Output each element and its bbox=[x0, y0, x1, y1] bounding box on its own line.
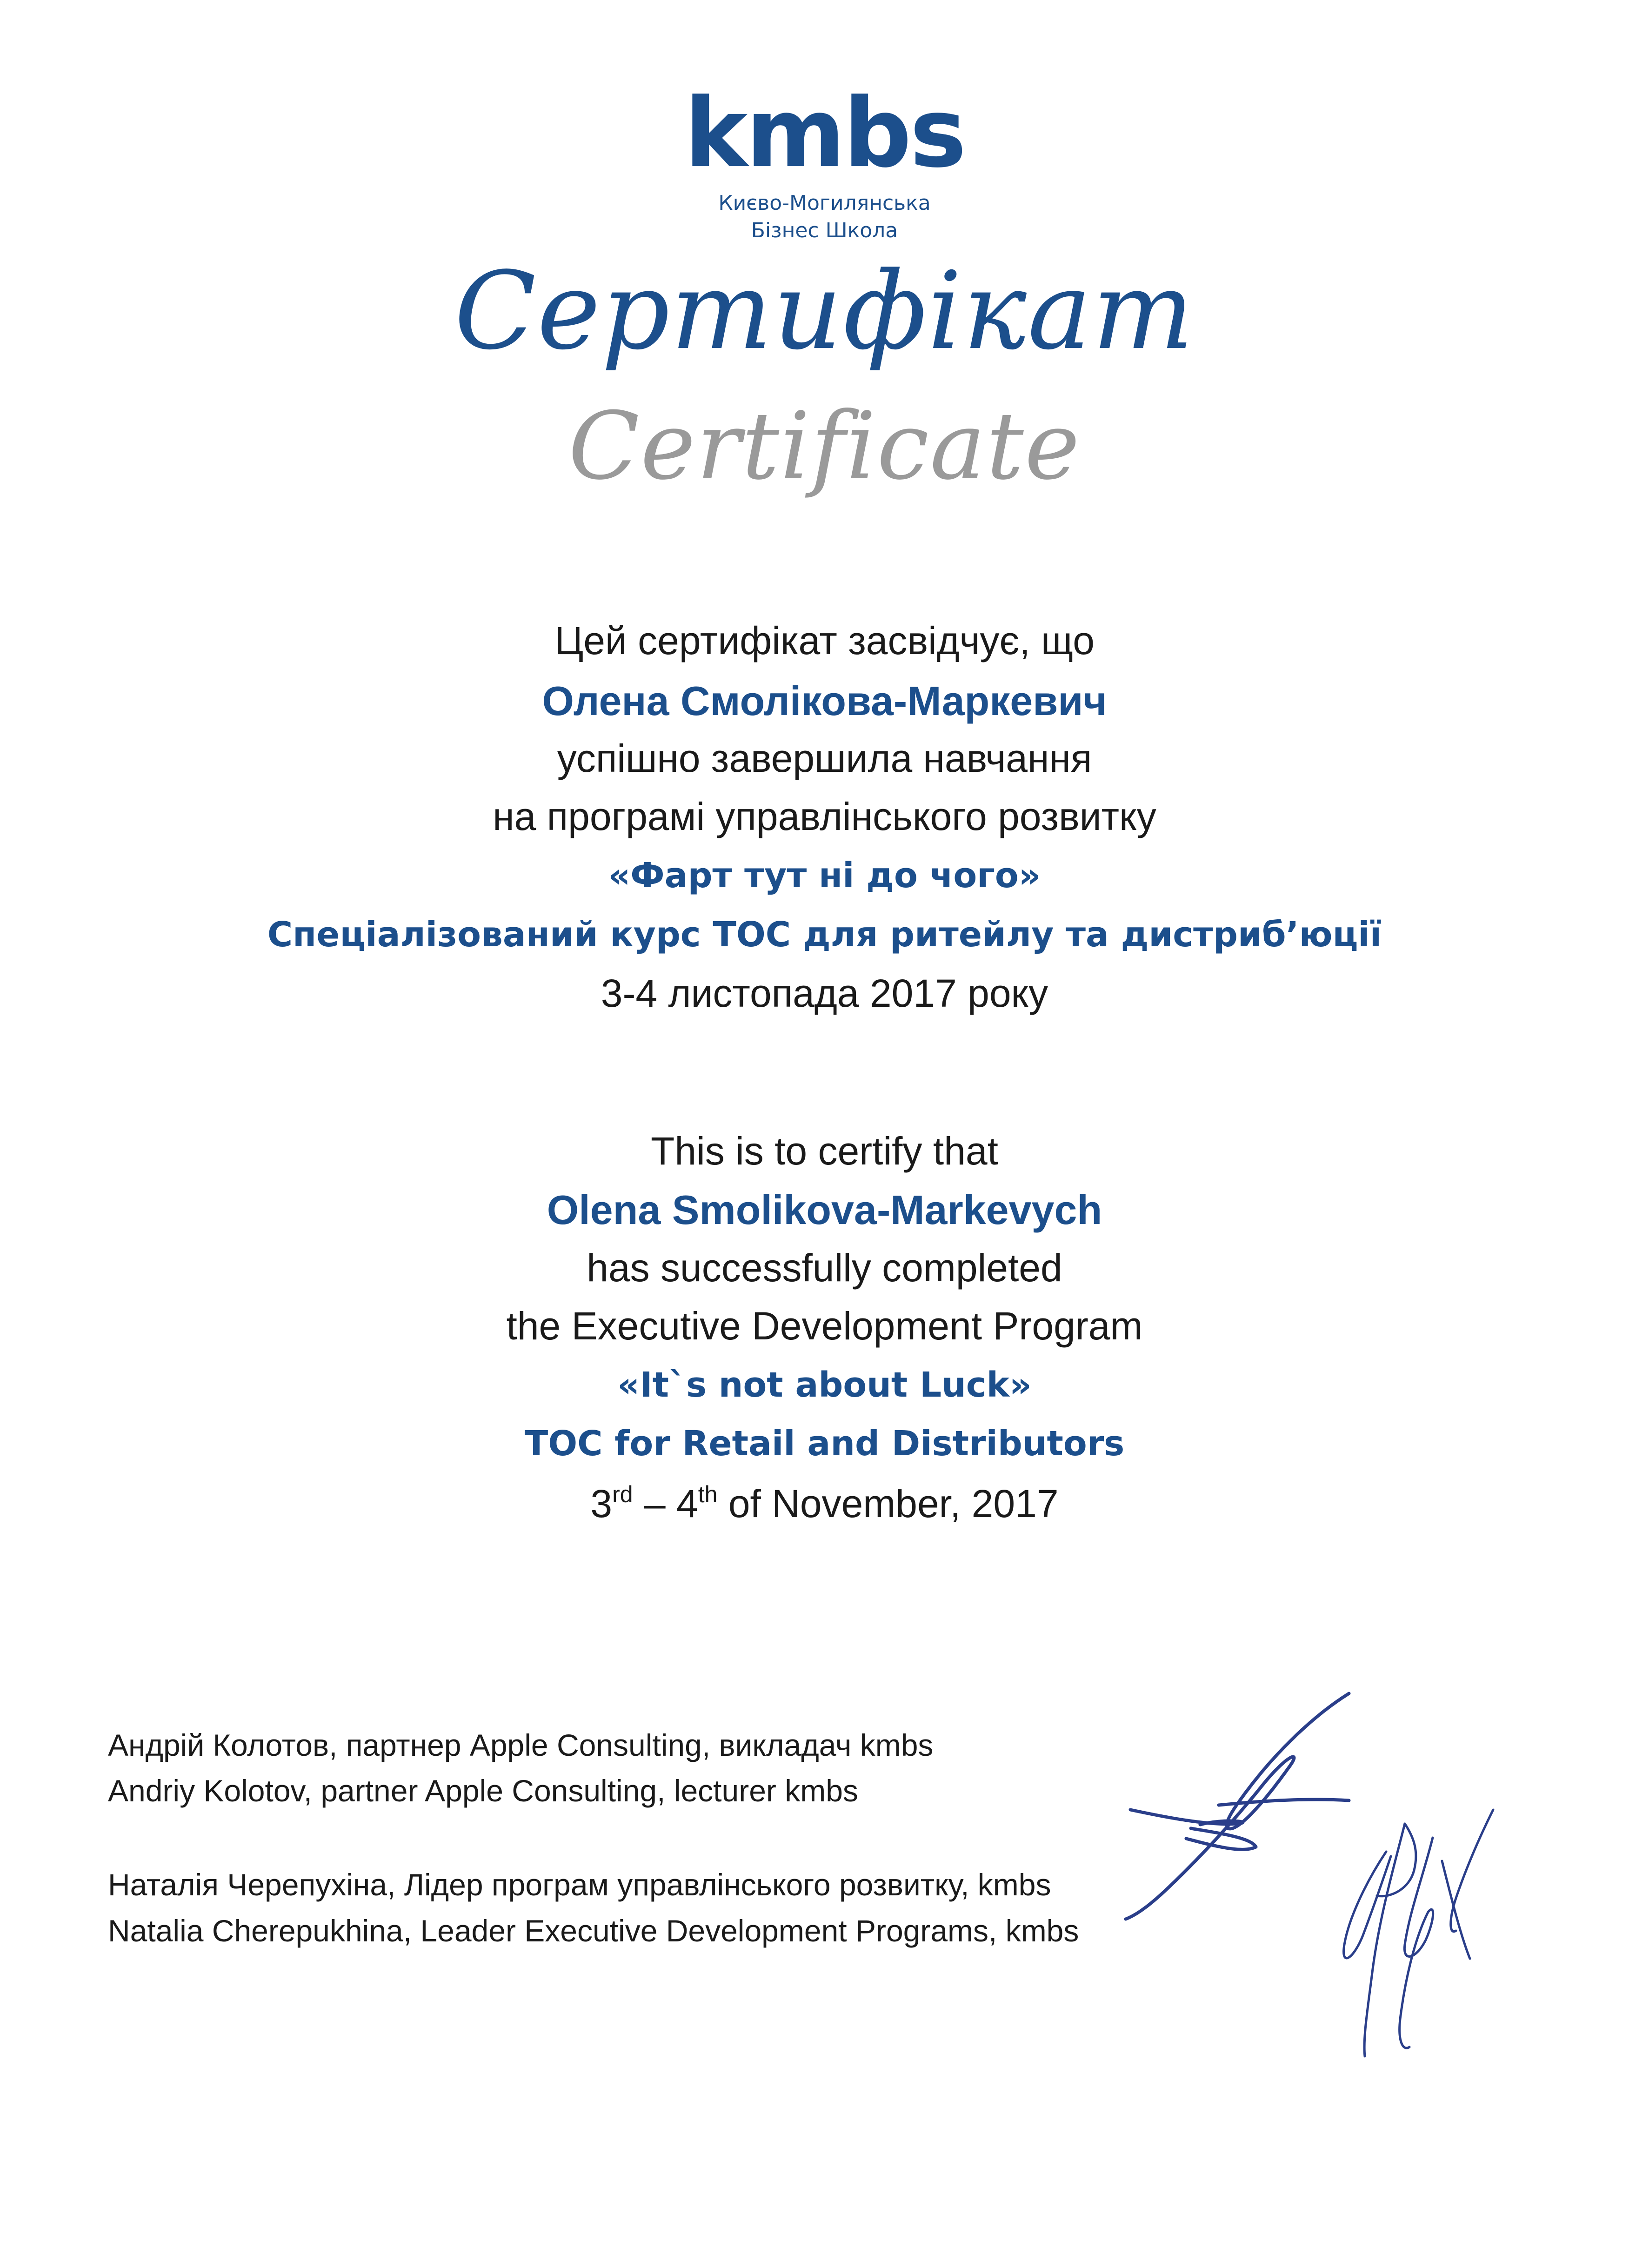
en-completed-text: has successfully completed bbox=[587, 1246, 1062, 1290]
kmbs-logo: kmbs bbox=[684, 78, 965, 189]
ua-date: 3-4 листопада 2017 року bbox=[601, 971, 1048, 1015]
en-course-name: TOC for Retail and Distributors bbox=[524, 1424, 1125, 1464]
signatory-2-ua: Наталія Черепухіна, Лідер програм управлінського розвитку, kmbs bbox=[108, 1867, 1051, 1902]
ua-completed-text: успішно завершила навчання bbox=[557, 736, 1092, 780]
signatory-1-en: Andriy Kolotov, partner Apple Consulting, lecturer kmbs bbox=[108, 1773, 858, 1808]
en-date: 3rd – 4th of November, 2017 bbox=[590, 1481, 1059, 1525]
en-certify-text: This is to certify that bbox=[651, 1129, 998, 1173]
en-recipient-name: Olena Smolikova-Markevych bbox=[547, 1187, 1102, 1233]
signature-1 bbox=[1070, 1684, 1358, 1926]
logo-subtitle-line1: Києво-Могилянська bbox=[718, 191, 931, 215]
ua-program-name: «Фарт тут ні до чого» bbox=[608, 856, 1041, 896]
signatory-1-ua: Андрій Колотов, партнер Apple Consulting, викладач kmbs bbox=[108, 1728, 934, 1762]
ua-certify-text: Цей сертифікат засвідчує, що bbox=[554, 619, 1095, 662]
en-program-text: the Executive Development Program bbox=[506, 1304, 1143, 1348]
ua-program-text: на програмі управлінського розвитку bbox=[493, 795, 1156, 838]
signatory-2-en: Natalia Cherepukhina, Leader Executive Development Programs, kmbs bbox=[108, 1913, 1079, 1948]
ua-course-name: Спеціалізований курс ТОС для ритейлу та дистриб’юції bbox=[267, 915, 1382, 955]
signature-2 bbox=[1335, 1805, 1502, 2066]
logo-subtitle-line2: Бізнес Школа bbox=[751, 219, 898, 242]
certificate-title-en: Certificate bbox=[568, 392, 1081, 501]
en-program-name: «It`s not about Luck» bbox=[617, 1365, 1032, 1405]
ua-recipient-name: Олена Смолікова-Маркевич bbox=[542, 678, 1107, 724]
certificate-title-ua: Сертифікат bbox=[454, 249, 1195, 374]
